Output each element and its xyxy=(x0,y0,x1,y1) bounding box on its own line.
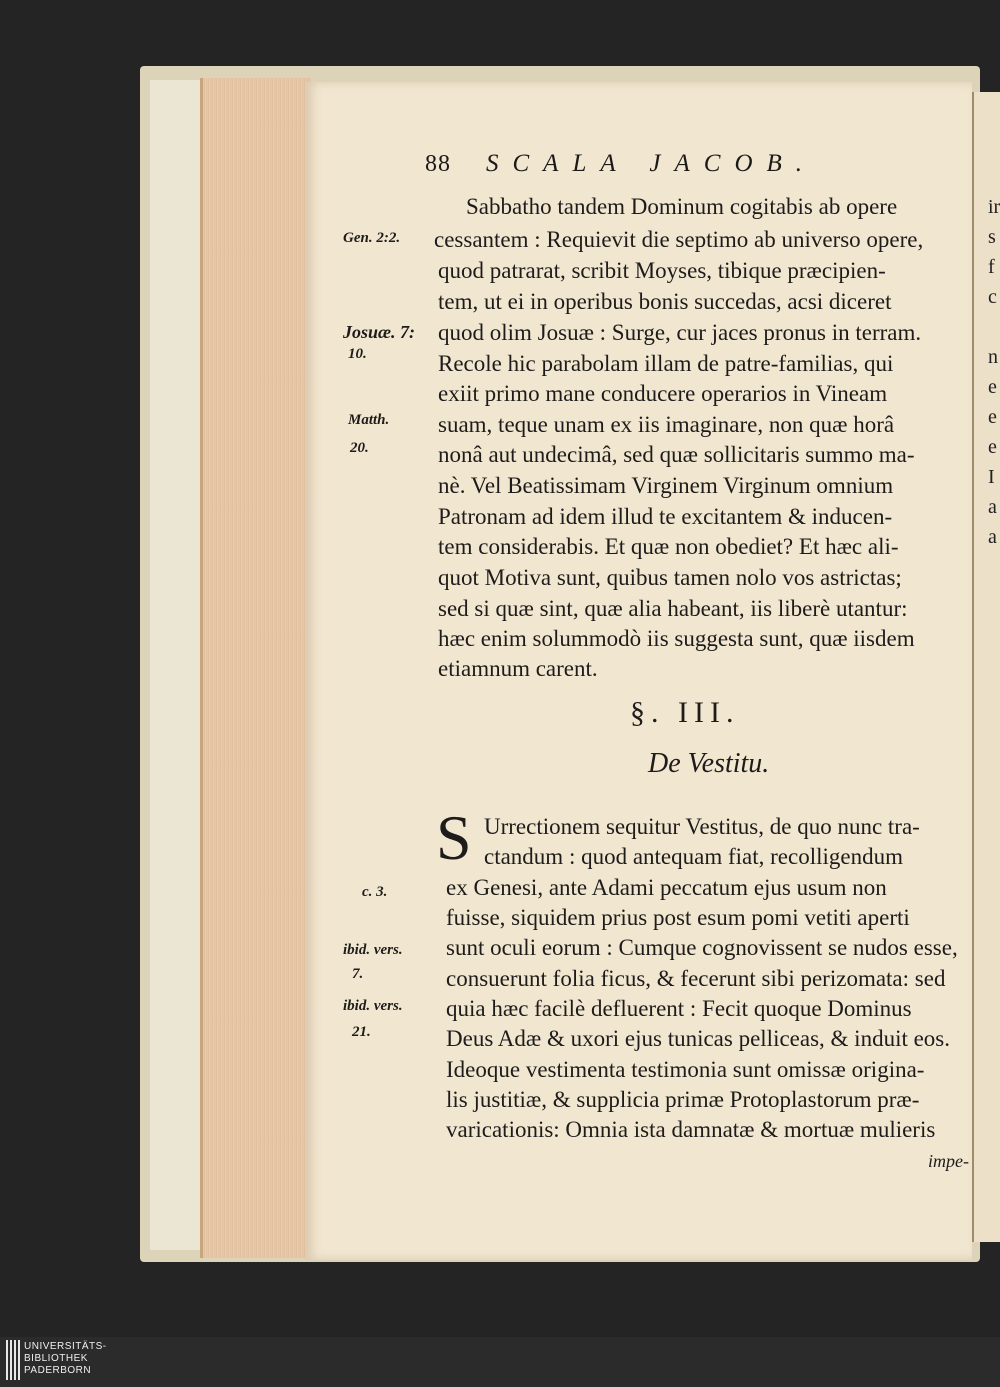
text-line: varicationis: Omnia ista damnatæ & mortuæ mulieris xyxy=(446,1117,936,1142)
drop-cap: S xyxy=(436,802,472,873)
next-page-fragment: e xyxy=(988,406,997,428)
margin-note: 21. xyxy=(352,1024,371,1040)
text-line: Urrectionem sequitur Vestitus, de quo nunc tra- xyxy=(484,814,920,839)
text-line: Sabbatho tandem Dominum cogitabis ab opere xyxy=(466,194,898,219)
footer-bar xyxy=(0,1337,1000,1387)
next-page-fragment: n xyxy=(988,346,998,368)
next-page-fragment: c xyxy=(988,286,997,308)
next-page-fragment: e xyxy=(988,436,997,458)
running-head xyxy=(425,150,816,178)
margin-note: c. 3. xyxy=(362,884,388,900)
text-line: nonâ aut undecimâ, sed quæ sollicitaris summo ma- xyxy=(438,442,915,467)
text-line: Recole hic parabolam illam de patre-familias, qui xyxy=(438,351,894,376)
margin-note: ibid. vers. xyxy=(343,998,403,1014)
running-title: SCALA JACOB. xyxy=(486,150,817,177)
text-line: sed si quæ sint, quæ alia habeant, iis liberè utantur: xyxy=(438,596,908,621)
next-page-edge xyxy=(972,92,1000,1242)
margin-note: Gen. 2:2. xyxy=(343,230,401,246)
text-line: ctandum : quod antequam fiat, recolligendum xyxy=(484,844,903,869)
text-line: exiit primo mane conducere operarios in Vineam xyxy=(438,381,888,406)
text-line: Patronam ad idem illud te excitantem & inducen- xyxy=(438,504,893,529)
text-line: lis justitiæ, & supplicia primæ Protoplastorum præ- xyxy=(446,1087,920,1112)
margin-note: 20. xyxy=(350,440,369,456)
text-line: sunt oculi eorum : Cumque cognovissent se nudos esse, xyxy=(446,935,958,960)
next-page-fragment: s xyxy=(988,226,996,248)
next-page-fragment: e xyxy=(988,376,997,398)
text-line: nè. Vel Beatissimam Virginem Virginum omnium xyxy=(438,473,894,498)
section-subheading: De Vestitu. xyxy=(648,748,770,779)
margin-note: ibid. vers. xyxy=(343,942,403,958)
page-edges xyxy=(200,78,311,1258)
text-line: quia hæc facilè defluerent : Fecit quoque Dominus xyxy=(446,996,912,1021)
text-line: quot Motiva sunt, quibus tamen nolo vos astrictas; xyxy=(438,565,902,590)
library-name-line: BIBLIOTHEK xyxy=(24,1353,88,1364)
next-page-fragment: a xyxy=(988,496,997,518)
text-line: Deus Adæ & uxori ejus tunicas pelliceas, & induit eos. xyxy=(446,1026,951,1051)
margin-note: 10. xyxy=(348,346,367,362)
text-line: tem, ut ei in operibus bonis succedas, acsi diceret xyxy=(438,289,892,314)
margin-note: Matth. xyxy=(348,412,390,428)
text-line: etiamnum carent. xyxy=(438,656,598,681)
text-line: tem considerabis. Et quæ non obediet? Et hæc ali- xyxy=(438,534,899,559)
next-page-fragment: f xyxy=(988,256,995,278)
margin-note: Josuæ. 7: xyxy=(343,322,416,342)
text-line: suam, teque unam ex iis imaginare, non quæ horâ xyxy=(438,412,895,437)
library-name-line: UNIVERSITÄTS- xyxy=(24,1341,107,1352)
page-number: 88 xyxy=(425,151,451,177)
book-binding xyxy=(150,80,202,1250)
next-page-fragment: I xyxy=(988,466,995,488)
text-line: hæc enim solummodò iis suggesta sunt, quæ iisdem xyxy=(438,626,915,651)
next-page-fragment: ir xyxy=(988,196,1000,218)
text-line: ex Genesi, ante Adami peccatum ejus usum non xyxy=(446,875,887,900)
text-line: cessantem : Requievit die septimo ab universo opere, xyxy=(434,227,924,252)
text-line: quod olim Josuæ : Surge, cur jaces pronus in terram. xyxy=(438,320,922,345)
next-page-fragment: a xyxy=(988,526,997,548)
text-line: consuerunt folia ficus, & fecerunt sibi perizomata: sed xyxy=(446,966,946,991)
library-name-line: PADERBORN xyxy=(24,1365,92,1376)
text-line: Ideoque vestimenta testimonia sunt omissæ origina- xyxy=(446,1057,925,1082)
text-line: fuisse, siquidem prius post esum pomi vetiti aperti xyxy=(446,905,910,930)
text-line: quod patrarat, scribit Moyses, tibique præcipien- xyxy=(438,258,886,283)
section-heading: §. III. xyxy=(630,696,740,729)
library-logo-icon xyxy=(6,1340,20,1380)
catchword: impe- xyxy=(928,1151,969,1171)
margin-note: 7. xyxy=(352,966,364,982)
